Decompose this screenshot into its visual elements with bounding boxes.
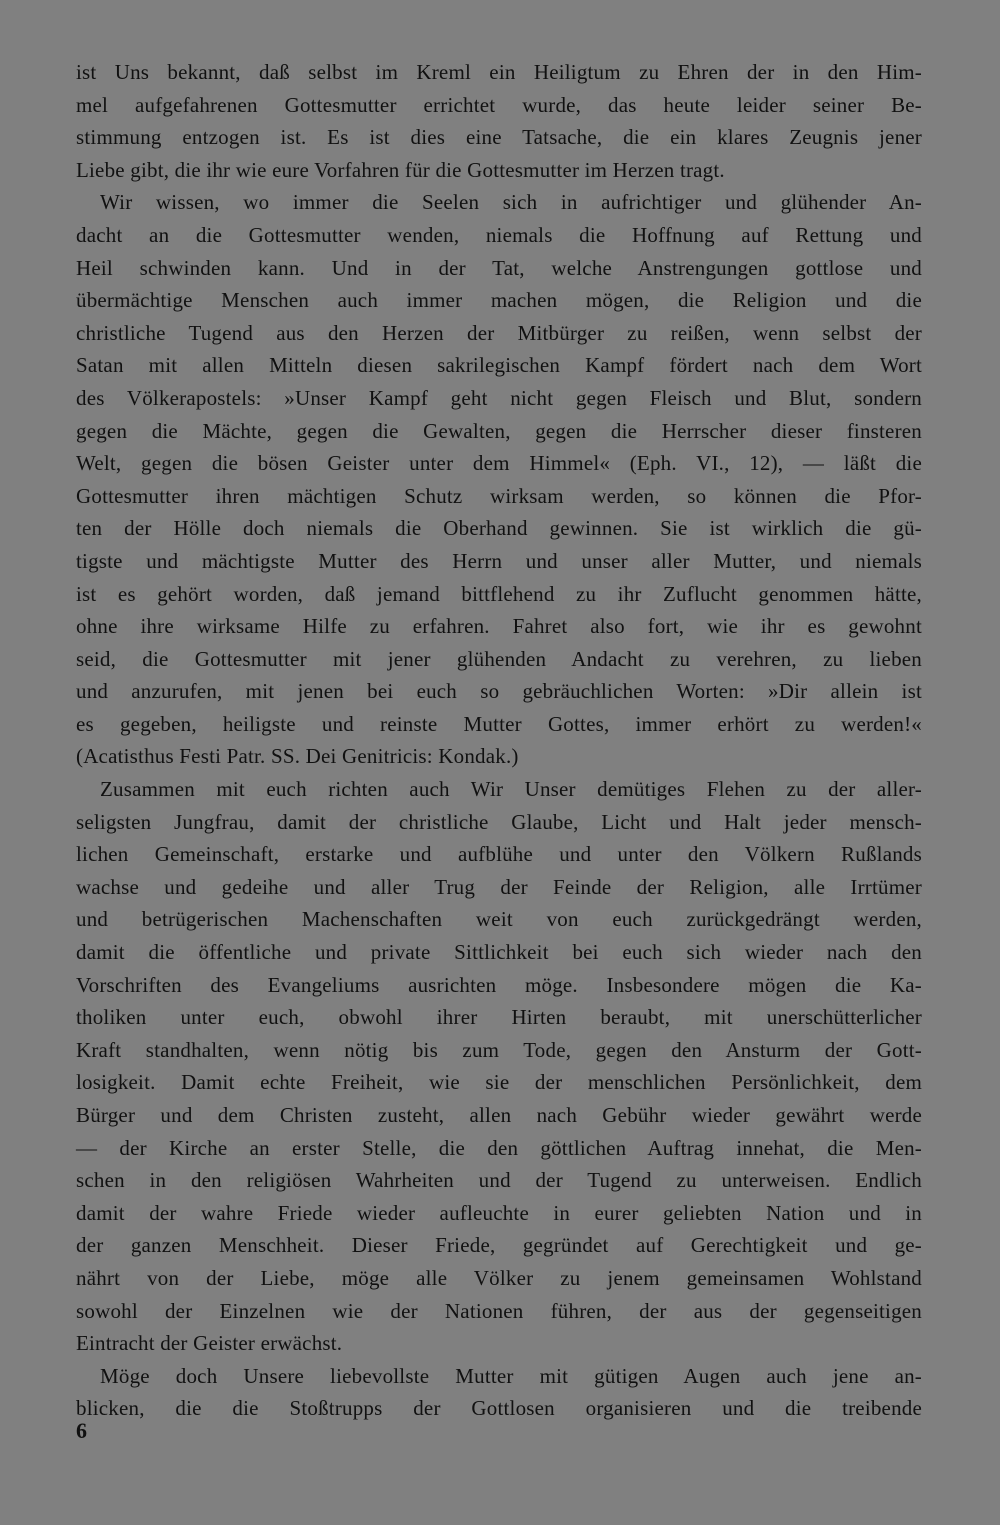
text-line: — der Kirche an erster Stelle, die den göttlichen Auftrag innehat, die Men- xyxy=(76,1135,922,1160)
text-line: nährt von der Liebe, möge alle Völker zu jenem gemeinsamen Wohlstand xyxy=(76,1265,922,1290)
text-line: Heil schwinden kann. Und in der Tat, welche Anstrengungen gottlose und xyxy=(76,255,922,280)
text-line: stimmung entzogen ist. Es ist dies eine Tatsache, die ein klares Zeugnis jener xyxy=(76,125,922,150)
text-line: übermächtige Menschen auch immer machen mögen, die Religion und die xyxy=(76,288,922,313)
paragraph-start-line: Zusammen mit euch richten auch Wir Unser demütiges Flehen zu der aller- xyxy=(100,777,922,802)
text-line: christliche Tugend aus den Herzen der Mitbürger zu reißen, wenn selbst der xyxy=(76,320,922,345)
text-line: tigste und mächtigste Mutter des Herrn und unser aller Mutter, und niemals xyxy=(76,548,922,573)
text-line: dacht an die Gottesmutter wenden, niemals die Hoffnung auf Rettung und xyxy=(76,222,922,247)
paragraph-start-line: Möge doch Unsere liebevollste Mutter mit gütigen Augen auch jene an- xyxy=(100,1363,922,1388)
text-line: sowohl der Einzelnen wie der Nationen führen, der aus der gegenseitigen xyxy=(76,1298,922,1323)
text-line: gegen die Mächte, gegen die Gewalten, gegen die Herrscher dieser finsteren xyxy=(76,418,922,443)
text-line: und betrügerischen Machenschaften weit von euch zurückgedrängt werden, xyxy=(76,907,922,932)
text-line: ist es gehört worden, daß jemand bittflehend zu ihr Zuflucht genommen hätte, xyxy=(76,581,922,606)
text-line: damit der wahre Friede wieder aufleuchte in eurer geliebten Nation und in xyxy=(76,1200,922,1225)
text-line: Vorschriften des Evangeliums ausrichten möge. Insbesondere mögen die Ka- xyxy=(76,972,922,997)
text-line: tholiken unter euch, obwohl ihrer Hirten beraubt, mit unerschütterlicher xyxy=(76,1005,922,1030)
text-line: des Völkerapostels: »Unser Kampf geht nicht gegen Fleisch und Blut, sondern xyxy=(76,385,922,410)
text-line: mel aufgefahrenen Gottesmutter errichtet wurde, das heute leider seiner Be- xyxy=(76,92,922,117)
text-line: seid, die Gottesmutter mit jener glühenden Andacht zu verehren, zu lieben xyxy=(76,646,922,671)
page-number: 6 xyxy=(76,1418,87,1443)
text-line: und anzurufen, mit jenen bei euch so gebräuchlichen Worten: »Dir allein ist xyxy=(76,679,922,704)
text-line: lichen Gemeinschaft, erstarke und aufblühe und unter den Völkern Rußlands xyxy=(76,842,922,867)
text-line: Gottesmutter ihren mächtigen Schutz wirksam werden, so können die Pfor- xyxy=(76,483,922,508)
text-line: der ganzen Menschheit. Dieser Friede, gegründet auf Gerechtigkeit und ge- xyxy=(76,1233,922,1258)
text-line: seligsten Jungfrau, damit der christliche Glaube, Licht und Halt jeder mensch- xyxy=(76,809,922,834)
text-line: Eintracht der Geister erwächst. xyxy=(76,1331,343,1356)
text-line: Bürger und dem Christen zusteht, allen nach Gebühr wieder gewährt werde xyxy=(76,1103,922,1127)
text-line: ohne ihre wirksame Hilfe zu erfahren. Fahret also fort, wie ihr es gewohnt xyxy=(76,614,922,639)
text-line: es gegeben, heiligste und reinste Mutter Gottes, immer erhört zu werden!« xyxy=(76,711,922,736)
page-body xyxy=(76,56,922,1425)
text-line: Welt, gegen die bösen Geister unter dem Himmel« (Eph. VI., 12), — läßt die xyxy=(76,451,922,476)
paragraph-start-line: Wir wissen, wo immer die Seelen sich in aufrichtiger und glühender An- xyxy=(100,190,922,215)
text-line: Satan mit allen Mitteln diesen sakrilegischen Kampf fördert nach dem Wort xyxy=(76,353,922,378)
text-line: ist Uns bekannt, daß selbst im Kreml ein Heiligtum zu Ehren der in den Him- xyxy=(76,60,922,84)
text-line: (Acatisthus Festi Patr. SS. Dei Genitricis: Kondak.) xyxy=(76,744,519,769)
text-line: losigkeit. Damit echte Freiheit, wie sie der menschlichen Persönlichkeit, dem xyxy=(76,1070,922,1095)
text-line: blicken, die die Stoßtrupps der Gottlosen organisieren und die treibende xyxy=(76,1396,922,1421)
text-line: Liebe gibt, die ihr wie eure Vorfahren für die Gottesmutter im Herzen tragt. xyxy=(76,157,725,182)
text-line: Kraft standhalten, wenn nötig bis zum Tode, gegen den Ansturm der Gott- xyxy=(76,1037,922,1062)
text-line: damit die öffentliche und private Sittlichkeit bei euch sich wieder nach den xyxy=(76,940,922,965)
text-line: ten der Hölle doch niemals die Oberhand gewinnen. Sie ist wirklich die gü- xyxy=(76,516,922,541)
text-line: wachse und gedeihe und aller Trug der Feinde der Religion, alle Irrtümer xyxy=(76,874,922,899)
text-line: schen in den religiösen Wahrheiten und der Tugend zu unterweisen. Endlich xyxy=(76,1168,922,1193)
